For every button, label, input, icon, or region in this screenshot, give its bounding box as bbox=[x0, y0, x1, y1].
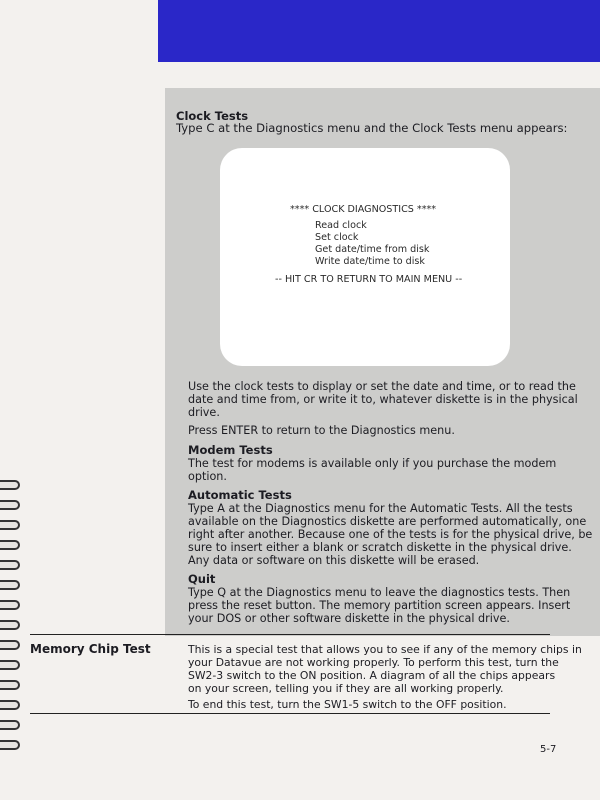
binding-coil bbox=[0, 640, 20, 650]
screen-footer: -- HIT CR TO RETURN TO MAIN MENU -- bbox=[275, 274, 463, 285]
blue-header-band bbox=[158, 0, 600, 62]
binding-coil bbox=[0, 580, 20, 590]
binding-coil bbox=[0, 700, 20, 710]
memory-chip-test-line: This is a special test that allows you to see if any of the memory chips in bbox=[188, 643, 582, 656]
automatic-tests-line: Type A at the Diagnostics menu for the Automatic Tests. All the tests bbox=[188, 502, 573, 515]
crt-screen-illustration bbox=[220, 148, 510, 366]
quit-line: press the reset button. The memory partition screen appears. Insert bbox=[188, 599, 571, 612]
modem-tests-line: option. bbox=[188, 470, 227, 483]
automatic-tests-line: available on the Diagnostics diskette are performed automatically, one bbox=[188, 515, 587, 528]
clock-tests-intro: Type C at the Diagnostics menu and the Clock Tests menu appears: bbox=[176, 121, 568, 135]
clock-body-line: drive. bbox=[188, 406, 220, 419]
memory-chip-test-label: Memory Chip Test bbox=[30, 642, 151, 656]
binding-coil bbox=[0, 560, 20, 570]
spiral-binding bbox=[0, 480, 22, 780]
memory-chip-test-end: To end this test, turn the SW1-5 switch to the OFF position. bbox=[188, 698, 507, 711]
screen-menu-item: Read clock bbox=[315, 220, 367, 231]
screen-menu-item: Write date/time to disk bbox=[315, 256, 425, 267]
binding-coil bbox=[0, 680, 20, 690]
memory-chip-test-line: on your screen, telling you if they are all working properly. bbox=[188, 682, 504, 695]
quit-line: Type Q at the Diagnostics menu to leave the diagnostics tests. Then bbox=[188, 586, 571, 599]
clock-body-line: date and time from, or write it to, whatever diskette is in the physical bbox=[188, 393, 578, 406]
automatic-tests-line: Any data or software on this diskette will be erased. bbox=[188, 554, 480, 567]
memory-chip-test-line: your Datavue are not working properly. To perform this test, turn the bbox=[188, 656, 559, 669]
binding-coil bbox=[0, 600, 20, 610]
binding-coil bbox=[0, 540, 20, 550]
binding-coil bbox=[0, 480, 20, 490]
automatic-tests-line: right after another. Because one of the tests is for the physical drive, be bbox=[188, 528, 593, 541]
modem-tests-heading: Modem Tests bbox=[188, 443, 273, 457]
binding-coil bbox=[0, 520, 20, 530]
page-number: 5-7 bbox=[540, 744, 557, 755]
clock-body-line: Use the clock tests to display or set the date and time, or to read the bbox=[188, 380, 576, 393]
section-divider-bottom bbox=[30, 713, 550, 714]
section-divider-top bbox=[30, 634, 550, 635]
quit-heading: Quit bbox=[188, 572, 216, 586]
memory-chip-test-line: SW2-3 switch to the ON position. A diagram of all the chips appears bbox=[188, 669, 556, 682]
automatic-tests-heading: Automatic Tests bbox=[188, 488, 292, 502]
binding-coil bbox=[0, 720, 20, 730]
screen-title: **** CLOCK DIAGNOSTICS **** bbox=[290, 204, 437, 215]
binding-coil bbox=[0, 620, 20, 630]
modem-tests-line: The test for modems is available only if you purchase the modem bbox=[188, 457, 557, 470]
screen-menu-item: Set clock bbox=[315, 232, 359, 243]
screen-menu-item: Get date/time from disk bbox=[315, 244, 430, 255]
clock-body-line: Press ENTER to return to the Diagnostics menu. bbox=[188, 424, 455, 437]
binding-coil bbox=[0, 740, 20, 750]
quit-line: your DOS or other software diskette in the physical drive. bbox=[188, 612, 510, 625]
binding-coil bbox=[0, 660, 20, 670]
automatic-tests-line: sure to insert either a blank or scratch diskette in the physical drive. bbox=[188, 541, 572, 554]
binding-coil bbox=[0, 500, 20, 510]
clock-tests-heading: Clock Tests bbox=[176, 109, 249, 123]
